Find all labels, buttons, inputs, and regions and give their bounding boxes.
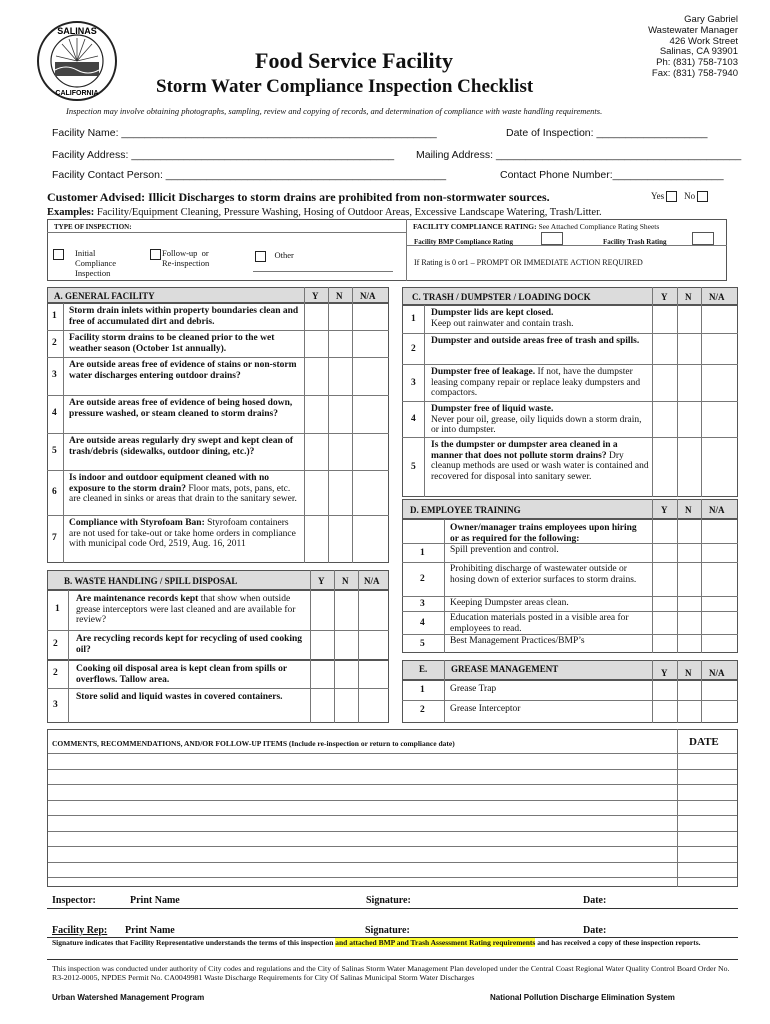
yes-checkbox[interactable]: [666, 191, 677, 202]
no-checkbox[interactable]: [697, 191, 708, 202]
section-e-title2: GREASE MANAGEMENT: [451, 664, 559, 674]
section-d-na-cell[interactable]: [702, 597, 724, 610]
section-a-item-text: [69, 360, 301, 381]
section-b-item-text: [76, 594, 306, 626]
section-b-na-cell[interactable]: [359, 689, 381, 722]
section-a-item-text: [69, 473, 301, 505]
section-a-col-n: N: [336, 291, 343, 301]
section-e-item-number: 1: [420, 685, 425, 695]
section-b-na-cell[interactable]: [359, 661, 381, 687]
contact-phone: Ph: (831) 758-7103: [656, 57, 738, 69]
signature-note-highlight: and attached BMP and Trash Assessment Rating requirements: [335, 938, 536, 947]
section-c-y-cell[interactable]: [653, 438, 675, 496]
section-b-y-cell[interactable]: [311, 689, 333, 722]
section-b-item-number: 3: [53, 699, 58, 710]
customer-advised: Customer Advised: Illicit Discharges to storm drains are prohibited from non-stormwater sources.: [47, 190, 550, 204]
section-d-n-cell[interactable]: [678, 544, 700, 561]
section-d-na-cell[interactable]: [702, 612, 724, 633]
section-c-item-number: 1: [411, 314, 416, 324]
section-a-y-cell[interactable]: [305, 434, 327, 469]
type-title: TYPE OF INSPECTION:: [54, 223, 132, 231]
page-title: Food Service Facility: [255, 48, 453, 73]
examples-label: Examples:: [47, 207, 95, 218]
bmp-rating-box[interactable]: [541, 232, 563, 245]
section-a-y-cell[interactable]: [305, 471, 327, 514]
section-c-y-cell[interactable]: [653, 334, 675, 363]
type-initial-label: Initial Compliance Inspection: [75, 248, 117, 278]
section-a-item-number: 5: [52, 445, 57, 456]
examples-line: [47, 207, 602, 218]
section-b-y-cell[interactable]: [311, 631, 333, 659]
section-d-title: D. EMPLOYEE TRAINING: [410, 505, 521, 515]
footer-text: This inspection was conducted under authority of City codes and regulations and the City of Salinas Storm Water Management Plan developed under the Central Coast Regional Water Quality Control Board Order No. R3-2012-0005, NPDES Permit No. CA0049981 Waste Discharge Requirements for City Of Salinas Municipal Storm Water Discharges: [52, 964, 730, 983]
followup-checkbox[interactable]: [150, 249, 161, 260]
section-d-n-cell[interactable]: [678, 612, 700, 633]
section-d-item-text: Spill prevention and control.: [450, 545, 559, 555]
section-d-item-number: 2: [420, 574, 425, 584]
section-b-item-number: 1: [55, 604, 60, 614]
section-a-y-cell[interactable]: [305, 396, 327, 432]
advised-yes-no: [651, 191, 708, 202]
no-label: No: [684, 191, 696, 201]
section-e-y-cell[interactable]: [653, 681, 675, 699]
rating-title-rest: See Attached Compliance Rating Sheets: [536, 222, 660, 231]
facility-name-field[interactable]: Facility Name: ______________________________________________________: [52, 127, 437, 139]
section-e-col-na: N/A: [709, 668, 725, 678]
contact-city: Salinas, CA 93901: [659, 46, 738, 58]
section-c-item-bold: Dumpster free of liquid waste.: [431, 404, 554, 414]
section-c-item-number: 3: [411, 377, 416, 388]
section-b-na-cell[interactable]: [359, 591, 381, 629]
section-c-item-number: 5: [411, 462, 416, 472]
section-e-title: E.: [419, 664, 428, 674]
section-e-n-cell[interactable]: [678, 681, 700, 699]
section-b-title: B. WASTE HANDLING / SPILL DISPOSAL: [64, 576, 238, 586]
type-initial[interactable]: [53, 248, 117, 278]
section-a-item-number: 2: [52, 337, 57, 348]
section-a-n-cell[interactable]: [329, 304, 351, 329]
section-d-item-number: 4: [420, 617, 425, 628]
section-b-col-y: Y: [318, 576, 325, 586]
contact-fax: Fax: (831) 758-7940: [651, 67, 738, 79]
section-e-na-cell[interactable]: [702, 681, 724, 699]
section-b-n-cell[interactable]: [335, 689, 357, 722]
section-a-item-number: 7: [52, 533, 57, 543]
contact-street: 426 Work Street: [669, 35, 738, 47]
section-d-item-text: Prohibiting discharge of wastewater outside or hosing down of exterior surfaces to storm drains.: [450, 564, 637, 585]
section-a-na-cell[interactable]: [353, 516, 375, 562]
section-a-item-number: 1: [52, 310, 57, 321]
section-c-item-text: [431, 440, 649, 482]
section-a-item-bold: Are outside areas free of evidence of being hosed down, pressure washed, or steam cleaned to storm drains?: [69, 398, 293, 419]
rating-title: [413, 222, 659, 233]
section-a-item-detail: Styrofoam containers are not used for take-out or take home orders in compliance with municipal code Ord, 2519, Aug. 16, 2011: [69, 518, 296, 549]
contact-phone-field[interactable]: Contact Phone Number:___________________: [500, 169, 724, 181]
section-b-col-n: N: [342, 576, 349, 586]
contact-block: [648, 15, 738, 80]
section-b-item-text: Are recycling records kept for recycling of used cooking oil?: [76, 634, 303, 655]
section-a-y-cell[interactable]: [305, 358, 327, 394]
section-a-title: A. GENERAL FACILITY: [54, 291, 155, 301]
section-d-y-cell[interactable]: [653, 597, 675, 610]
section-c-col-n: N: [685, 292, 692, 302]
section-a-y-cell[interactable]: [305, 304, 327, 329]
footer-left: Urban Watershed Management Program: [52, 993, 205, 1002]
examples-text: Facility/Equipment Cleaning, Pressure Washing, Hosing of Outdoor Areas, Excessive Landscape Watering, Trash/Litter.: [94, 207, 602, 218]
section-b-n-cell[interactable]: [335, 591, 357, 629]
section-d-item-text: Best Management Practices/BMP’s: [450, 636, 585, 646]
section-d-col-n: N: [685, 505, 692, 515]
section-b-y-cell[interactable]: [311, 661, 333, 687]
facility-rep-print-name[interactable]: Print Name: [125, 925, 175, 936]
page-subtitle-title: Storm Water Compliance Inspection Checklist: [156, 76, 534, 97]
section-c-item-number: 4: [411, 414, 416, 424]
section-d-item-text: Keeping Dumpster areas clean.: [450, 598, 569, 608]
section-b-item-bold: Are maintenance records kept: [76, 594, 199, 604]
section-e-y-cell[interactable]: [653, 701, 675, 719]
initial-checkbox[interactable]: [53, 249, 64, 260]
section-a-item-detail: Floor mats, pots, pans, etc. are cleaned in sinks or areas that drain to the sanitary sewer.: [69, 483, 297, 504]
section-a-na-cell[interactable]: [353, 331, 375, 356]
signature-note: [52, 938, 732, 948]
section-e-col-n: N: [685, 668, 692, 678]
date-of-inspection-field[interactable]: Date of Inspection: ___________________: [506, 127, 708, 139]
section-c-item-detail: Keep out rainwater and contain trash.: [431, 318, 574, 329]
section-a-item-bold: Is indoor and outdoor equipment cleaned with no exposure to the storm drain?: [69, 473, 269, 494]
section-a-n-cell[interactable]: [329, 471, 351, 514]
section-a-col-y: Y: [312, 291, 319, 301]
section-a-item-bold: Storm drain inlets within property boundaries clean and free of accumulated dirt and debris.: [69, 306, 299, 327]
section-c-item-text: [431, 308, 649, 329]
section-c-item-bold: Dumpster free of leakage.: [431, 367, 536, 377]
section-c-y-cell[interactable]: [653, 365, 675, 400]
section-c-title: C. TRASH / DUMPSTER / LOADING DOCK: [412, 292, 591, 302]
facility-rep-date[interactable]: Date:: [583, 925, 607, 936]
section-b-item-text: Cooking oil disposal area is kept clean from spills or overflows. Tallow area.: [76, 664, 287, 685]
section-d-item-text: Education materials posted in a visible area for employees to read.: [450, 613, 629, 634]
section-b-item-detail: that show when outside grease interceptors were last cleaned and are available for review?: [76, 594, 296, 625]
inspection-note: Inspection may involve obtaining photographs, sampling, review and copying of records, and determination of compliance with waste handling requirements.: [66, 106, 603, 116]
section-c-n-cell[interactable]: [678, 334, 700, 363]
section-a-item-text: [69, 398, 301, 419]
section-a-item-text: [69, 333, 301, 354]
mailing-address-field[interactable]: Mailing Address: __________________________________________: [416, 149, 742, 161]
section-a-item-number: 4: [52, 408, 57, 418]
inspector-print-name[interactable]: Print Name: [130, 895, 180, 906]
section-d-y-cell[interactable]: [653, 635, 675, 652]
comments-title: COMMENTS, RECOMMENDATIONS, AND/OR FOLLOW-UP ITEMS (Include re-inspection or return to compliance date): [52, 739, 455, 748]
section-a-n-cell[interactable]: [329, 396, 351, 432]
section-d-item-number: 3: [420, 598, 425, 609]
section-c-item-bold: Dumpster lids are kept closed.: [431, 308, 554, 318]
section-a-item-number: 6: [52, 486, 57, 497]
section-a-y-cell[interactable]: [305, 516, 327, 562]
comments-box: [47, 729, 738, 887]
section-c-n-cell[interactable]: [678, 306, 700, 332]
section-c-col-y: Y: [661, 292, 668, 302]
rating-prompt: If Rating is 0 or1 – PROMPT OR IMMEDIATE ACTION REQUIRED: [414, 258, 643, 267]
section-a-item-text: [69, 436, 301, 457]
section-c-y-cell[interactable]: [653, 306, 675, 332]
section-d-n-cell[interactable]: [678, 563, 700, 595]
svg-text:CALIFORNIA: CALIFORNIA: [55, 90, 99, 97]
other-checkbox[interactable]: [255, 251, 266, 262]
section-b-item-text: Store solid and liquid wastes in covered containers.: [76, 692, 283, 702]
type-followup-label: Follow-up or Re-inspection: [162, 248, 210, 268]
section-c-item-detail: Dry cleanup methods are used or wash water is contained and recovered for disposal into sanitary sewer.: [431, 450, 649, 482]
section-c-na-cell[interactable]: [702, 402, 724, 436]
section-c-n-cell[interactable]: [678, 438, 700, 496]
section-a-item-text: [69, 306, 301, 327]
yes-label: Yes: [651, 191, 665, 201]
section-a-na-cell[interactable]: [353, 396, 375, 432]
section-a-na-cell[interactable]: [353, 358, 375, 394]
section-e-item-text: Grease Interceptor: [450, 704, 521, 714]
inspector-label: Inspector:: [52, 895, 96, 906]
section-a-item-bold: Compliance with Styrofoam Ban:: [69, 518, 205, 528]
section-d-col-na: N/A: [709, 505, 725, 515]
svg-text:SALINAS: SALINAS: [57, 26, 97, 36]
section-e-n-cell[interactable]: [678, 701, 700, 719]
section-c-n-cell[interactable]: [678, 402, 700, 436]
section-d-item-number: 5: [420, 638, 425, 649]
contact-name: Gary Gabriel: [684, 14, 738, 25]
section-c-na-cell[interactable]: [702, 334, 724, 363]
inspector-signature[interactable]: Signature:: [366, 895, 411, 906]
type-other-label: Other: [274, 250, 294, 260]
section-b-n-cell[interactable]: [335, 631, 357, 659]
section-a-item-bold: Facility storm drains to be cleaned prior to the wet weather season (October 1st annually).: [69, 333, 275, 354]
section-a-item-number: 3: [52, 370, 57, 380]
section-b-col-na: N/A: [364, 576, 380, 586]
trash-rating-box[interactable]: [692, 232, 714, 245]
section-c-item-text: [431, 404, 649, 436]
section-e-col-y: Y: [661, 668, 668, 678]
section-a-n-cell[interactable]: [329, 434, 351, 469]
section-c-item-detail: Never pour oil, grease, oily liquids down a storm drain, or into dumpster.: [431, 414, 642, 435]
section-d-y-cell[interactable]: [653, 544, 675, 561]
section-d-na-cell[interactable]: [702, 544, 724, 561]
section-a-col-na: N/A: [360, 291, 376, 301]
section-b-na-cell[interactable]: [359, 631, 381, 659]
section-c-item-bold: Dumpster and outside areas free of trash and spills.: [431, 336, 640, 346]
section-c-y-cell[interactable]: [653, 402, 675, 436]
type-other[interactable]: [255, 250, 294, 262]
section-c-col-na: N/A: [709, 292, 725, 302]
section-c-na-cell[interactable]: [702, 438, 724, 496]
signature-note-a: Signature indicates that Facility Representative understands the terms of this inspection: [52, 938, 336, 947]
section-e-item-text: Grease Trap: [450, 684, 497, 694]
facility-rep-label: Facility Rep:: [52, 925, 108, 936]
signature-note-b: and has received a copy of these inspection reports.: [535, 938, 701, 947]
section-d-n-cell[interactable]: [678, 635, 700, 652]
section-c-item-text: [431, 336, 649, 347]
section-e-item-number: 2: [420, 705, 425, 715]
section-b-item-number: 2: [53, 639, 58, 649]
comments-date-label: DATE: [689, 736, 719, 748]
section-a-item-text: [69, 518, 301, 550]
section-c-item-number: 2: [411, 343, 416, 354]
facility-address-field[interactable]: Facility Address: _____________________________________________: [52, 149, 395, 161]
rating-title-bold: FACILITY COMPLIANCE RATING:: [413, 222, 537, 231]
section-d-intro: Owner/manager trains employees upon hiring or as required for the following:: [450, 523, 637, 544]
bmp-rating-label: Facility BMP Compliance Rating: [414, 238, 513, 246]
type-followup[interactable]: [150, 248, 210, 268]
facility-rep-signature[interactable]: Signature:: [365, 925, 410, 936]
section-a-n-cell[interactable]: [329, 358, 351, 394]
section-d-na-cell[interactable]: [702, 563, 724, 595]
section-c-item-text: [431, 367, 649, 399]
section-a-na-cell[interactable]: [353, 471, 375, 514]
section-b-y-cell[interactable]: [311, 591, 333, 629]
section-a-na-cell[interactable]: [353, 434, 375, 469]
section-c-item-bold: Is the dumpster or dumpster area cleaned in a manner that does not pollute storm drains?: [431, 440, 618, 461]
section-c-n-cell[interactable]: [678, 365, 700, 400]
section-c-na-cell[interactable]: [702, 306, 724, 332]
section-d-col-y: Y: [661, 505, 668, 515]
trash-rating-label: Facility Trash Rating: [603, 238, 667, 246]
section-a-y-cell[interactable]: [305, 331, 327, 356]
section-c-na-cell[interactable]: [702, 365, 724, 400]
city-seal-logo: [36, 20, 118, 102]
section-d-y-cell[interactable]: [653, 612, 675, 633]
section-d-n-cell[interactable]: [678, 597, 700, 610]
section-a-item-bold: Are outside areas free of evidence of stains or non-storm water discharges entering outdoor drains?: [69, 360, 297, 381]
contact-person-field[interactable]: Facility Contact Person: ________________________________________________: [52, 169, 447, 181]
section-d-y-cell[interactable]: [653, 563, 675, 595]
section-c-item-detail: If not, have the dumpster leasing company repair or replace leaky dumpsters and compactors.: [431, 367, 641, 398]
inspector-date[interactable]: Date:: [583, 895, 607, 906]
section-b-item-number: 2: [53, 668, 58, 678]
section-d-item-number: 1: [420, 547, 425, 558]
section-a-na-cell[interactable]: [353, 304, 375, 329]
section-d-na-cell[interactable]: [702, 635, 724, 652]
contact-title: Wastewater Manager: [648, 24, 738, 36]
section-a-n-cell[interactable]: [329, 516, 351, 562]
section-e-na-cell[interactable]: [702, 701, 724, 719]
section-a-item-bold: Are outside areas regularly dry swept and kept clean of trash/debris (sidewalks, outdoor dining, etc.)?: [69, 436, 294, 457]
section-b-n-cell[interactable]: [335, 661, 357, 687]
section-a-n-cell[interactable]: [329, 331, 351, 356]
footer-right: National Pollution Discharge Elimination System: [490, 993, 675, 1002]
